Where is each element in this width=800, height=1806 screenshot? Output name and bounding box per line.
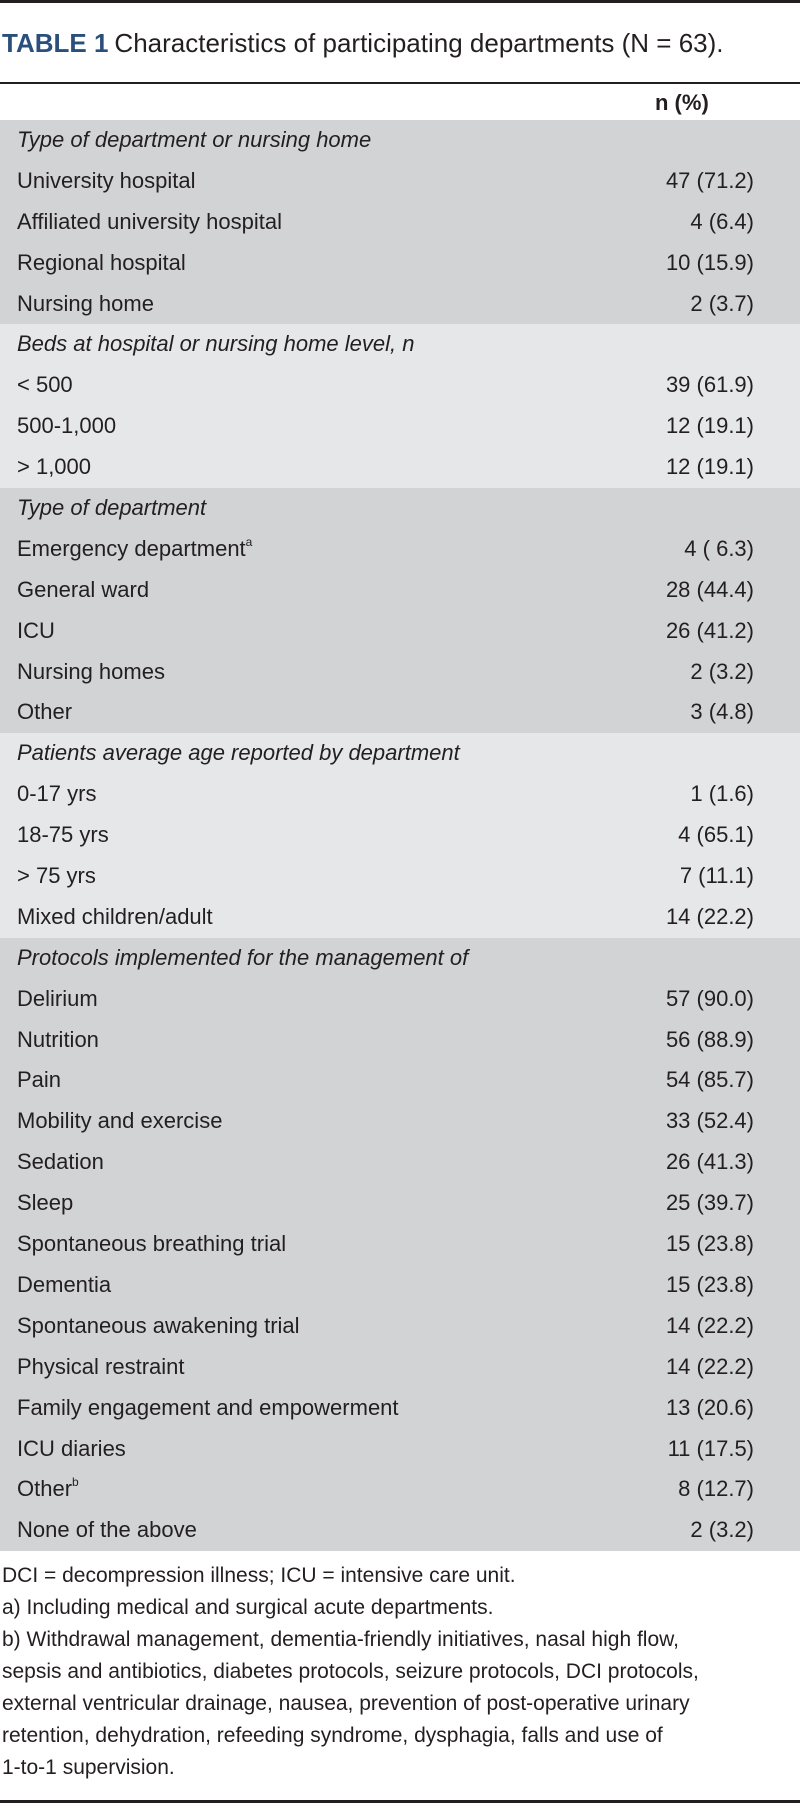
row-label: Sedation <box>17 1149 104 1175</box>
table-row <box>0 652 800 693</box>
row-value: 26 (41.3) <box>665 1149 754 1175</box>
footnote-line: external ventricular drainage, nausea, prevention of post-operative urinary <box>2 1692 690 1715</box>
row-label-cell <box>17 1224 286 1265</box>
characteristics-table <box>0 120 800 1551</box>
table-row <box>0 1142 800 1183</box>
row-label: ICU <box>17 617 55 643</box>
section-heading: Type of department or nursing home <box>17 127 372 152</box>
row-label: 18-75 yrs <box>17 822 109 848</box>
footnote-line: a) Including medical and surgical acute departments. <box>2 1596 494 1619</box>
row-label-cell <box>17 1060 61 1101</box>
row-value: 4 (65.1) <box>678 822 754 848</box>
row-value: 4 ( 6.3) <box>684 535 754 561</box>
row-label-cell <box>17 979 98 1020</box>
section-heading-row <box>0 120 800 161</box>
table-row <box>0 406 800 447</box>
table-row <box>0 1469 800 1510</box>
row-label-cell <box>17 1469 79 1510</box>
row-value: 15 (23.8) <box>665 1231 754 1257</box>
row-value: 12 (19.1) <box>665 413 754 439</box>
table-row <box>0 1183 800 1224</box>
row-value: 56 (88.9) <box>665 1026 754 1052</box>
row-label-cell <box>17 284 154 325</box>
table-row <box>0 284 800 325</box>
row-label: Delirium <box>17 985 98 1011</box>
row-value: 13 (20.6) <box>665 1394 754 1420</box>
section-heading-row <box>0 488 800 529</box>
row-label: < 500 <box>17 372 73 398</box>
row-value: 3 (4.8) <box>690 699 754 725</box>
row-label-cell <box>17 692 72 733</box>
row-label: Regional hospital <box>17 249 186 275</box>
row-label: Sleep <box>17 1190 74 1216</box>
footnote-line: 1-to-1 supervision. <box>2 1756 175 1779</box>
row-label: Nutrition <box>17 1026 99 1052</box>
table-row <box>0 243 800 284</box>
table-row <box>0 447 800 488</box>
row-value: 2 (3.2) <box>690 1517 754 1543</box>
row-value: 1 (1.6) <box>690 781 754 807</box>
row-label: Family engagement and empowerment <box>17 1394 399 1420</box>
row-label-cell <box>17 774 96 815</box>
row-label-cell <box>17 161 196 202</box>
row-label-cell <box>17 652 165 693</box>
row-value: 7 (11.1) <box>679 863 754 889</box>
row-label-cell <box>17 529 252 570</box>
row-value: 39 (61.9) <box>665 372 754 398</box>
table-row <box>0 1347 800 1388</box>
table-row <box>0 529 800 570</box>
row-label-cell <box>17 1388 399 1429</box>
row-label-cell <box>17 570 149 611</box>
row-value: 14 (22.2) <box>665 1353 754 1379</box>
row-label-cell <box>17 243 186 284</box>
footnote-line: b) Withdrawal management, dementia-friendly initiatives, nasal high flow, <box>2 1628 679 1651</box>
row-label: 500-1,000 <box>17 413 117 439</box>
row-value: 8 (12.7) <box>678 1476 754 1502</box>
row-label: 0-17 yrs <box>17 781 97 807</box>
table-row <box>0 774 800 815</box>
row-label: Spontaneous breathing trial <box>17 1231 287 1257</box>
footnote-line: sepsis and antibiotics, diabetes protocols, seizure protocols, DCI protocols, <box>2 1660 699 1683</box>
row-label-cell <box>17 1347 185 1388</box>
table-row <box>0 692 800 733</box>
row-label-cell <box>17 1265 111 1306</box>
row-value: 10 (15.9) <box>665 249 754 275</box>
row-value: 14 (22.2) <box>665 903 754 929</box>
table-row <box>0 365 800 406</box>
row-value: 2 (3.7) <box>690 290 754 316</box>
row-label: Mobility and exercise <box>17 1108 223 1134</box>
row-value: 28 (44.4) <box>665 576 754 602</box>
table-row <box>0 979 800 1020</box>
table-footnotes <box>2 1560 798 1784</box>
footnote-marker: b <box>72 1475 79 1490</box>
table-caption <box>2 26 724 60</box>
row-label-cell <box>17 1429 126 1470</box>
section-heading-row <box>0 938 800 979</box>
table-row <box>0 815 800 856</box>
row-label: > 75 yrs <box>17 863 96 889</box>
table-row <box>0 897 800 938</box>
row-value: 54 (85.7) <box>665 1067 754 1093</box>
row-label: Nursing home <box>17 290 154 316</box>
row-label: General ward <box>17 576 150 602</box>
row-label: Affiliated university hospital <box>17 208 282 234</box>
row-value: 14 (22.2) <box>665 1312 754 1338</box>
footnote-line: retention, dehydration, refeeding syndrome, dysphagia, falls and use of <box>2 1724 663 1747</box>
row-label: Spontaneous awakening trial <box>17 1312 300 1338</box>
row-label-cell <box>17 897 213 938</box>
section-heading: Beds at hospital or nursing home level, n <box>17 331 415 357</box>
column-header-n-percent: n (%) <box>655 90 709 115</box>
table-row <box>0 570 800 611</box>
row-label: Physical restraint <box>17 1353 185 1379</box>
table-row <box>0 1224 800 1265</box>
table-row <box>0 1510 800 1551</box>
row-value: 33 (52.4) <box>665 1108 754 1134</box>
table-row <box>0 1306 800 1347</box>
table-row <box>0 1388 800 1429</box>
row-value: 12 (19.1) <box>665 454 754 480</box>
row-value: 25 (39.7) <box>665 1190 754 1216</box>
table-row <box>0 1060 800 1101</box>
row-label: > 1,000 <box>17 454 92 480</box>
table-row <box>0 1429 800 1470</box>
section-heading-row <box>0 733 800 774</box>
table-row <box>0 856 800 897</box>
row-value: 26 (41.2) <box>665 617 754 643</box>
section-heading-row <box>0 324 800 365</box>
row-value: 2 (3.2) <box>690 658 754 684</box>
row-label: Other <box>17 699 73 725</box>
table-row <box>0 1101 800 1142</box>
row-label: Mixed children/adult <box>17 903 213 929</box>
row-label: Dementia <box>17 1271 112 1297</box>
table-row <box>0 161 800 202</box>
footnote-line: DCI = decompression illness; ICU = intensive care unit. <box>2 1564 516 1587</box>
row-label-cell <box>17 447 91 488</box>
row-label-cell <box>17 1020 99 1061</box>
table-caption-tag: TABLE 1 <box>2 28 109 58</box>
row-label-cell <box>17 1306 300 1347</box>
row-label: Other <box>17 1476 73 1502</box>
row-label: ICU diaries <box>17 1435 126 1461</box>
row-label-cell <box>17 202 282 243</box>
row-label: Emergency department <box>17 535 246 561</box>
row-label-cell <box>17 1142 104 1183</box>
row-value: 47 (71.2) <box>665 167 754 193</box>
row-value: 57 (90.0) <box>665 985 754 1011</box>
section-heading: Protocols implemented for the management of <box>17 944 469 970</box>
row-label-cell <box>17 1101 222 1142</box>
row-value: 15 (23.8) <box>665 1271 754 1297</box>
bottom-rule <box>0 1800 800 1803</box>
table-column-header <box>0 86 800 120</box>
section-heading: Patients average age reported by department <box>17 740 460 766</box>
footnote-marker: a <box>245 534 253 549</box>
row-value: 4 (6.4) <box>690 208 754 234</box>
row-label-cell <box>17 406 116 447</box>
row-value: 11 (17.5) <box>667 1435 754 1461</box>
row-label: Nursing homes <box>17 658 165 684</box>
row-label-cell <box>17 1510 197 1551</box>
table-row <box>0 1265 800 1306</box>
row-label: None of the above <box>17 1517 197 1543</box>
section-heading: Type of department <box>17 495 207 521</box>
table-row <box>0 611 800 652</box>
row-label-cell <box>17 611 55 652</box>
top-rule <box>0 0 800 3</box>
row-label-cell <box>17 815 109 856</box>
row-label-cell <box>17 856 96 897</box>
row-label-cell <box>17 1183 73 1224</box>
row-label: Pain <box>17 1067 62 1093</box>
table-caption-title: Characteristics of participating departments (N = 63). <box>114 28 724 58</box>
row-label: University hospital <box>17 167 196 193</box>
header-rule <box>0 82 800 84</box>
table-row <box>0 1020 800 1061</box>
table-row <box>0 202 800 243</box>
row-label-cell <box>17 365 73 406</box>
